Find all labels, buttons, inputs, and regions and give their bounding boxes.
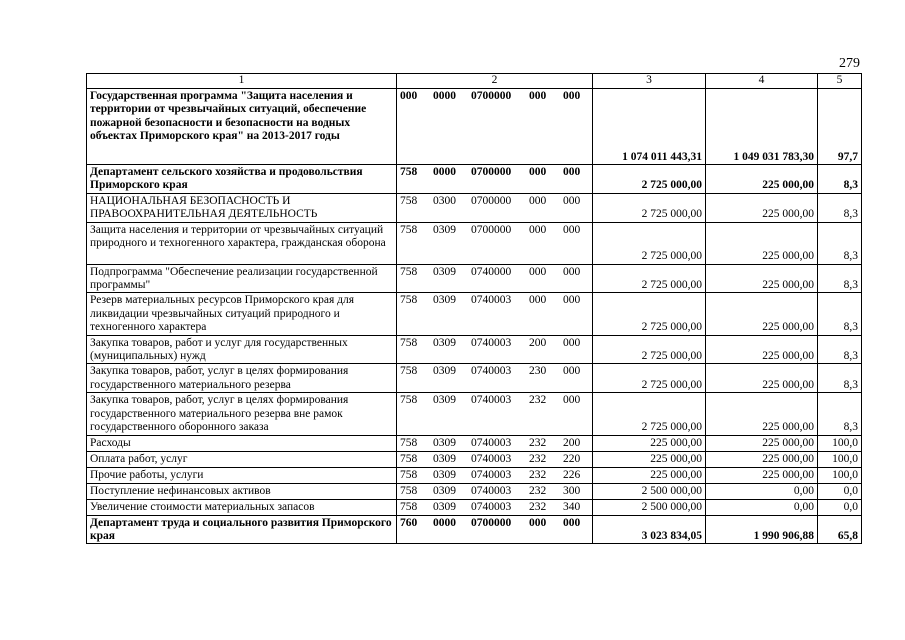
code-part-1: 758 [400,265,418,278]
table-row [87,515,862,544]
page-number: 279 [839,56,860,71]
code-part-2: 0309 [433,468,456,481]
row-col3: 2 725 000,00 [593,193,706,222]
row-name: Оплата работ, услуг [87,451,397,467]
row-codes [397,165,593,194]
row-codes [397,435,593,451]
code-part-2: 0309 [433,500,456,513]
row-codes [397,293,593,335]
row-name: Защита населения и территории от чрезвычайных ситуаций природного и техногенного характера, гражданская оборона [87,222,397,264]
header-cell-3: 3 [593,74,706,89]
row-name: Резерв материальных ресурсов Приморского края для ликвидации чрезвычайных ситуаций природного и техногенного характера [87,293,397,335]
row-col3: 2 725 000,00 [593,335,706,364]
code-part-4: 232 [529,468,547,481]
row-col3: 2 725 000,00 [593,264,706,293]
table-row [87,293,862,335]
budget-table [86,73,862,544]
header-row [87,74,862,89]
code-part-2: 0000 [433,90,456,102]
code-part-1: 758 [400,166,418,178]
code-part-5: 340 [563,500,581,513]
table-row [87,222,862,264]
row-codes [397,451,593,467]
row-col4: 1 990 906,88 [706,515,818,544]
row-codes [397,89,593,165]
row-name: Государственная программа "Защита населения и территории от чрезвычайных ситуаций, обеспечение пожарной безопасности и безопасности на водных объектах Приморского края" на 2013-2017 годы [87,89,397,165]
table-row [87,435,862,451]
row-col5: 8,3 [818,193,862,222]
row-col4: 225 000,00 [706,364,818,393]
code-part-2: 0309 [433,484,456,497]
code-part-4: 000 [529,194,547,207]
row-col4: 225 000,00 [706,467,818,483]
table-row [87,193,862,222]
code-part-1: 758 [400,484,418,497]
row-codes [397,483,593,499]
row-col4: 225 000,00 [706,193,818,222]
code-part-1: 758 [400,436,418,449]
code-part-3: 0700000 [471,223,512,236]
row-col4: 225 000,00 [706,451,818,467]
row-col5: 8,3 [818,222,862,264]
row-col5: 8,3 [818,293,862,335]
code-part-5: 200 [563,436,581,449]
code-part-5: 000 [563,365,581,378]
row-name: Расходы [87,435,397,451]
row-col3: 2 725 000,00 [593,165,706,194]
row-col4: 225 000,00 [706,222,818,264]
code-part-3: 0740003 [471,294,512,307]
code-part-4: 232 [529,452,547,465]
code-part-3: 0740003 [471,468,512,481]
code-part-4: 000 [529,166,547,178]
code-part-5: 000 [563,336,581,349]
row-name: Увеличение стоимости материальных запасов [87,499,397,515]
code-part-4: 000 [529,294,547,307]
row-name: Поступление нефинансовых активов [87,483,397,499]
row-col3: 1 074 011 443,31 [593,89,706,165]
code-part-2: 0309 [433,223,456,236]
table-row [87,165,862,194]
table-row [87,89,862,165]
row-col5: 8,3 [818,264,862,293]
code-part-3: 0740003 [471,394,512,407]
code-part-5: 000 [563,294,581,307]
code-part-1: 000 [400,90,418,102]
row-col5: 0,0 [818,499,862,515]
code-part-4: 232 [529,394,547,407]
code-part-5: 000 [563,223,581,236]
row-col5: 0,0 [818,483,862,499]
row-col5: 97,7 [818,89,862,165]
code-part-2: 0309 [433,294,456,307]
row-name: Закупка товаров, работ и услуг для государственных (муниципальных) нужд [87,335,397,364]
row-name: НАЦИОНАЛЬНАЯ БЕЗОПАСНОСТЬ И ПРАВООХРАНИТЕЛЬНАЯ ДЕЯТЕЛЬНОСТЬ [87,193,397,222]
code-part-2: 0309 [433,365,456,378]
table-body [87,89,862,544]
code-part-2: 0000 [433,166,456,178]
table-row [87,451,862,467]
code-part-1: 758 [400,336,418,349]
row-col4: 0,00 [706,499,818,515]
code-part-3: 0700000 [471,516,512,529]
row-col3: 2 725 000,00 [593,222,706,264]
row-col5: 8,3 [818,393,862,435]
code-part-1: 758 [400,194,418,207]
code-part-1: 760 [400,516,418,529]
row-col4: 225 000,00 [706,264,818,293]
code-part-2: 0309 [433,452,456,465]
code-part-1: 758 [400,394,418,407]
code-part-4: 200 [529,336,547,349]
row-codes [397,193,593,222]
row-col4: 225 000,00 [706,165,818,194]
row-name: Департамент сельского хозяйства и продовольствия Приморского края [87,165,397,194]
code-part-4: 000 [529,516,547,529]
table-row [87,393,862,435]
code-part-3: 0740003 [471,436,512,449]
code-part-1: 758 [400,365,418,378]
code-part-4: 000 [529,265,547,278]
code-part-3: 0740003 [471,500,512,513]
code-part-4: 230 [529,365,547,378]
code-part-5: 220 [563,452,581,465]
code-part-3: 0700000 [471,166,512,178]
table-row [87,499,862,515]
row-col4: 225 000,00 [706,435,818,451]
row-name: Подпрограмма "Обеспечение реализации государственной программы" [87,264,397,293]
code-part-2: 0309 [433,265,456,278]
row-col3: 3 023 834,05 [593,515,706,544]
code-part-1: 758 [400,500,418,513]
row-col5: 100,0 [818,435,862,451]
row-name: Департамент труда и социального развития Приморского края [87,515,397,544]
row-codes [397,364,593,393]
row-col3: 225 000,00 [593,435,706,451]
code-part-4: 232 [529,436,547,449]
header-cell-2: 2 [397,74,593,89]
header-cell-5: 5 [818,74,862,89]
row-col4: 225 000,00 [706,293,818,335]
row-col4: 225 000,00 [706,393,818,435]
code-part-3: 0740000 [471,265,512,278]
row-col5: 8,3 [818,364,862,393]
code-part-2: 0309 [433,336,456,349]
code-part-5: 000 [563,394,581,407]
row-codes [397,222,593,264]
row-codes [397,467,593,483]
header-cell-4: 4 [706,74,818,89]
row-codes [397,393,593,435]
header-cell-1: 1 [87,74,397,89]
code-part-4: 000 [529,90,547,102]
row-col5: 100,0 [818,467,862,483]
row-col3: 2 725 000,00 [593,364,706,393]
row-col5: 8,3 [818,165,862,194]
code-part-1: 758 [400,452,418,465]
table-row [87,364,862,393]
code-part-5: 000 [563,194,581,207]
code-part-5: 000 [563,516,581,529]
row-name: Закупка товаров, работ, услуг в целях формирования государственного материального резерва вне рамок государственного оборонного заказа [87,393,397,435]
code-part-2: 0309 [433,394,456,407]
code-part-3: 0740003 [471,484,512,497]
code-part-2: 0000 [433,516,456,529]
row-name: Закупка товаров, работ, услуг в целях формирования государственного материального резерва [87,364,397,393]
code-part-4: 000 [529,223,547,236]
code-part-3: 0700000 [471,194,512,207]
row-col4: 0,00 [706,483,818,499]
code-part-1: 758 [400,294,418,307]
row-col5: 100,0 [818,451,862,467]
code-part-3: 0700000 [471,90,512,102]
row-col3: 225 000,00 [593,467,706,483]
row-codes [397,335,593,364]
table-row [87,467,862,483]
code-part-5: 300 [563,484,581,497]
row-col4: 1 049 031 783,30 [706,89,818,165]
code-part-5: 000 [563,166,581,178]
row-name: Прочие работы, услуги [87,467,397,483]
code-part-4: 232 [529,500,547,513]
row-col5: 8,3 [818,335,862,364]
code-part-2: 0300 [433,194,456,207]
code-part-3: 0740003 [471,336,512,349]
row-col3: 2 500 000,00 [593,483,706,499]
code-part-5: 000 [563,265,581,278]
row-codes [397,499,593,515]
row-col3: 2 725 000,00 [593,293,706,335]
code-part-1: 758 [400,223,418,236]
code-part-4: 232 [529,484,547,497]
table-row [87,335,862,364]
code-part-1: 758 [400,468,418,481]
code-part-5: 000 [563,90,581,102]
row-col3: 225 000,00 [593,451,706,467]
code-part-3: 0740003 [471,452,512,465]
row-col3: 2 500 000,00 [593,499,706,515]
code-part-5: 226 [563,468,581,481]
code-part-2: 0309 [433,436,456,449]
row-col4: 225 000,00 [706,335,818,364]
code-part-3: 0740003 [471,365,512,378]
row-col5: 65,8 [818,515,862,544]
table-row [87,264,862,293]
table-row [87,483,862,499]
row-codes [397,515,593,544]
row-col3: 2 725 000,00 [593,393,706,435]
row-codes [397,264,593,293]
